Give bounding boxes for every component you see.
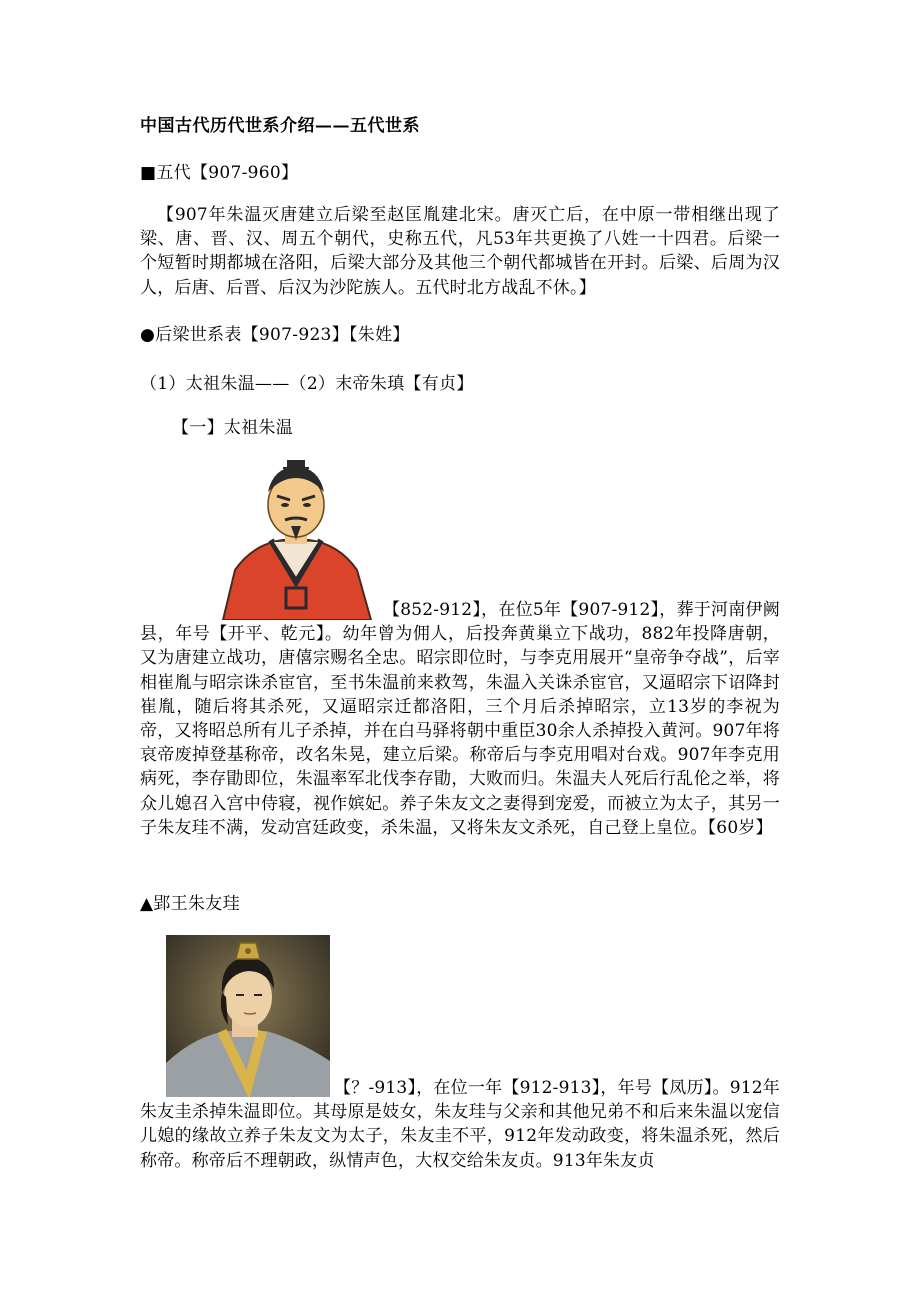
zhuwen-bio-text: 【852-912】，在位5年【907-912】，葬于河南伊阙县，年号【开平、乾元】。幼年曾为佣人，后投奔黄巢立下战功，882年投降唐朝，又为唐建立战功，唐僖宗赐名全忠。昭宗即位时，与李克用展开“皇帝争夺战”，后宰相崔胤与昭宗诛杀宦官，至书朱温前来救驾，朱温入关诛杀宦官，又逼昭宗下诏降封崔胤，随后将其杀死，又逼昭宗迁都洛阳，三个月后杀掉昭宗，立13岁的李祝为帝，又将昭总所有儿子杀掉，并在白马驿将朝中重臣30余人杀掉投入黄河。907年将哀帝废掉登基称帝，改名朱晃，建立后梁。称帝后与李克用唱对台戏。907年李克用病死，李存勖即位，朱温率军北伐李存勖，大败而归。朱温夫人死后行乱伦之举，将众儿媳召入宫中侍寝，视作嫔妃。养子朱友文之妻得到宠爱，而被立为太子，其另一子朱友珪不满，发动宫廷政变，杀朱温，又将朱友文杀死，自己登上皇位。【60岁】 <box>140 600 780 838</box>
taizu-heading: 【一】太祖朱温 <box>172 418 294 438</box>
youjue-biography <box>140 1076 780 1173</box>
zhuwen-portrait <box>213 460 379 620</box>
zhuwen-biography <box>140 598 780 840</box>
houliang-heading: ●后梁世系表【907-923】【朱姓】 <box>140 325 410 345</box>
page-title: 中国古代历代世系介绍——五代世系 <box>140 116 420 136</box>
lineage-line: （1）太祖朱温——（2）末帝朱瑱【有贞】 <box>140 374 474 394</box>
intro-paragraph: 【907年朱温灭唐建立后梁至赵匡胤建北宋。唐灭亡后，在中原一带相继出现了梁、唐、晋、汉、周五个朝代，史称五代，凡53年共更换了八姓一十四君。后梁一个短暂时期都城在洛阳，后梁大部分及其他三个朝代都城皆在开封。后梁、后周为汉人，后唐、后晋、后汉为沙陀族人。五代时北方战乱不休。】 <box>140 205 780 298</box>
yingwang-heading: ▲郢王朱友珪 <box>140 894 240 914</box>
youjue-portrait <box>166 935 330 1097</box>
youjue-bio-text: 【？-913】，在位一年【912-913】，年号【凤历】。912年朱友圭杀掉朱温即位。其母原是妓女，朱友珪与父亲和其他兄弟不和后来朱温以宠信儿媳的缘故立养子朱友文为太子，朱友圭不平，912年发动政变，将朱温杀死，然后称帝。称帝后不理朝政，纵情声色，大权交给朱友贞。913年朱友贞 <box>140 1078 780 1171</box>
wudai-heading: ■五代【907-960】 <box>140 163 299 183</box>
